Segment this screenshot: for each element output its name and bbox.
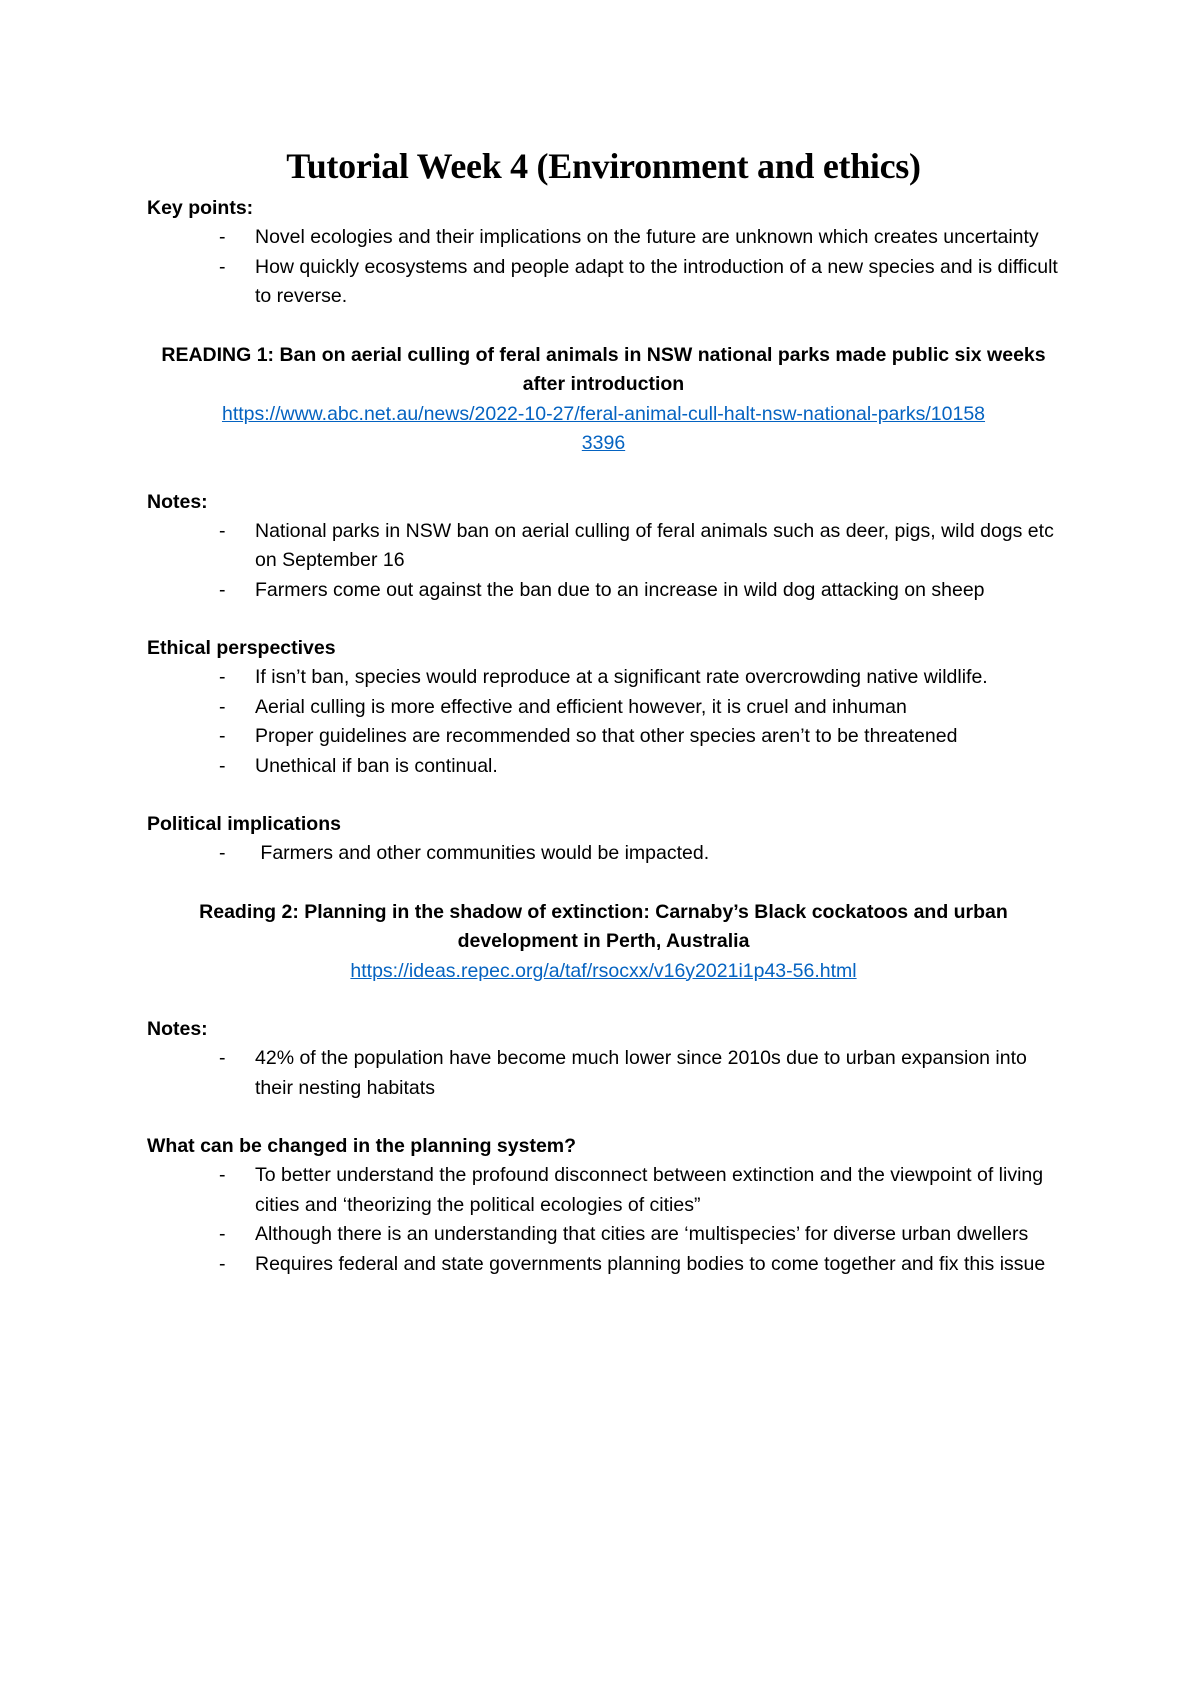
list-item: - Farmers come out against the ban due to an increase in wild dog attacking on sheep (255, 576, 1060, 606)
political-implications-list (147, 839, 1060, 869)
list-item: - To better understand the profound disconnect between extinction and the viewpoint of living cities and ‘theorizing the political ecologies of cities” (255, 1161, 1060, 1220)
list-item: - Farmers and other communities would be impacted. (255, 839, 1060, 869)
reading1-link[interactable]: https://www.abc.net.au/news/2022-10-27/feral-animal-cull-halt-nsw-national-parks/101583396 (221, 402, 986, 454)
reading2-link[interactable]: https://ideas.repec.org/a/taf/rsocxx/v16y2021i1p43-56.html (350, 959, 857, 982)
reading2-notes-heading: Notes: (147, 1018, 208, 1040)
reading2-notes-list (147, 1044, 1060, 1103)
ethical-perspectives-list (147, 663, 1060, 781)
list-item: - If isn’t ban, species would reproduce at a significant rate overcrowding native wildlife. (255, 663, 1060, 693)
planning-system-heading: What can be changed in the planning system? (147, 1135, 577, 1157)
reading1-title: READING 1: Ban on aerial culling of feral animals in NSW national parks made public six weeks after introduction (161, 343, 1046, 395)
list-item: - Aerial culling is more effective and efficient however, it is cruel and inhuman (255, 693, 1060, 723)
key-points-list (147, 223, 1060, 312)
list-item: - Requires federal and state governments planning bodies to come together and fix this issue (255, 1250, 1060, 1280)
list-item: - Unethical if ban is continual. (255, 752, 1060, 782)
reading1-header (147, 341, 1060, 459)
list-item: - Proper guidelines are recommended so that other species aren’t to be threatened (255, 722, 1060, 752)
reading2-title: Reading 2: Planning in the shadow of extinction: Carnaby’s Black cockatoos and urban development in Perth, Australia (199, 900, 1008, 952)
list-item: - Although there is an understanding that cities are ‘multispecies’ for diverse urban dwellers (255, 1220, 1060, 1250)
planning-system-list (147, 1161, 1060, 1279)
page-title: Tutorial Week 4 (Environment and ethics) (286, 146, 921, 186)
list-item: - How quickly ecosystems and people adapt to the introduction of a new species and is difficult to reverse. (255, 253, 1060, 312)
key-points-heading: Key points: (147, 197, 254, 219)
ethical-perspectives-heading: Ethical perspectives (147, 637, 336, 659)
political-implications-heading: Political implications (147, 813, 341, 835)
list-item: - Novel ecologies and their implications on the future are unknown which creates uncertainty (255, 223, 1060, 253)
reading2-header (147, 898, 1060, 987)
list-item: - 42% of the population have become much lower since 2010s due to urban expansion into their nesting habitats (255, 1044, 1060, 1103)
reading1-notes-heading: Notes: (147, 490, 208, 513)
reading1-notes-list (147, 517, 1060, 606)
list-item: - National parks in NSW ban on aerial culling of feral animals such as deer, pigs, wild dogs etc on September 16 (255, 517, 1060, 576)
